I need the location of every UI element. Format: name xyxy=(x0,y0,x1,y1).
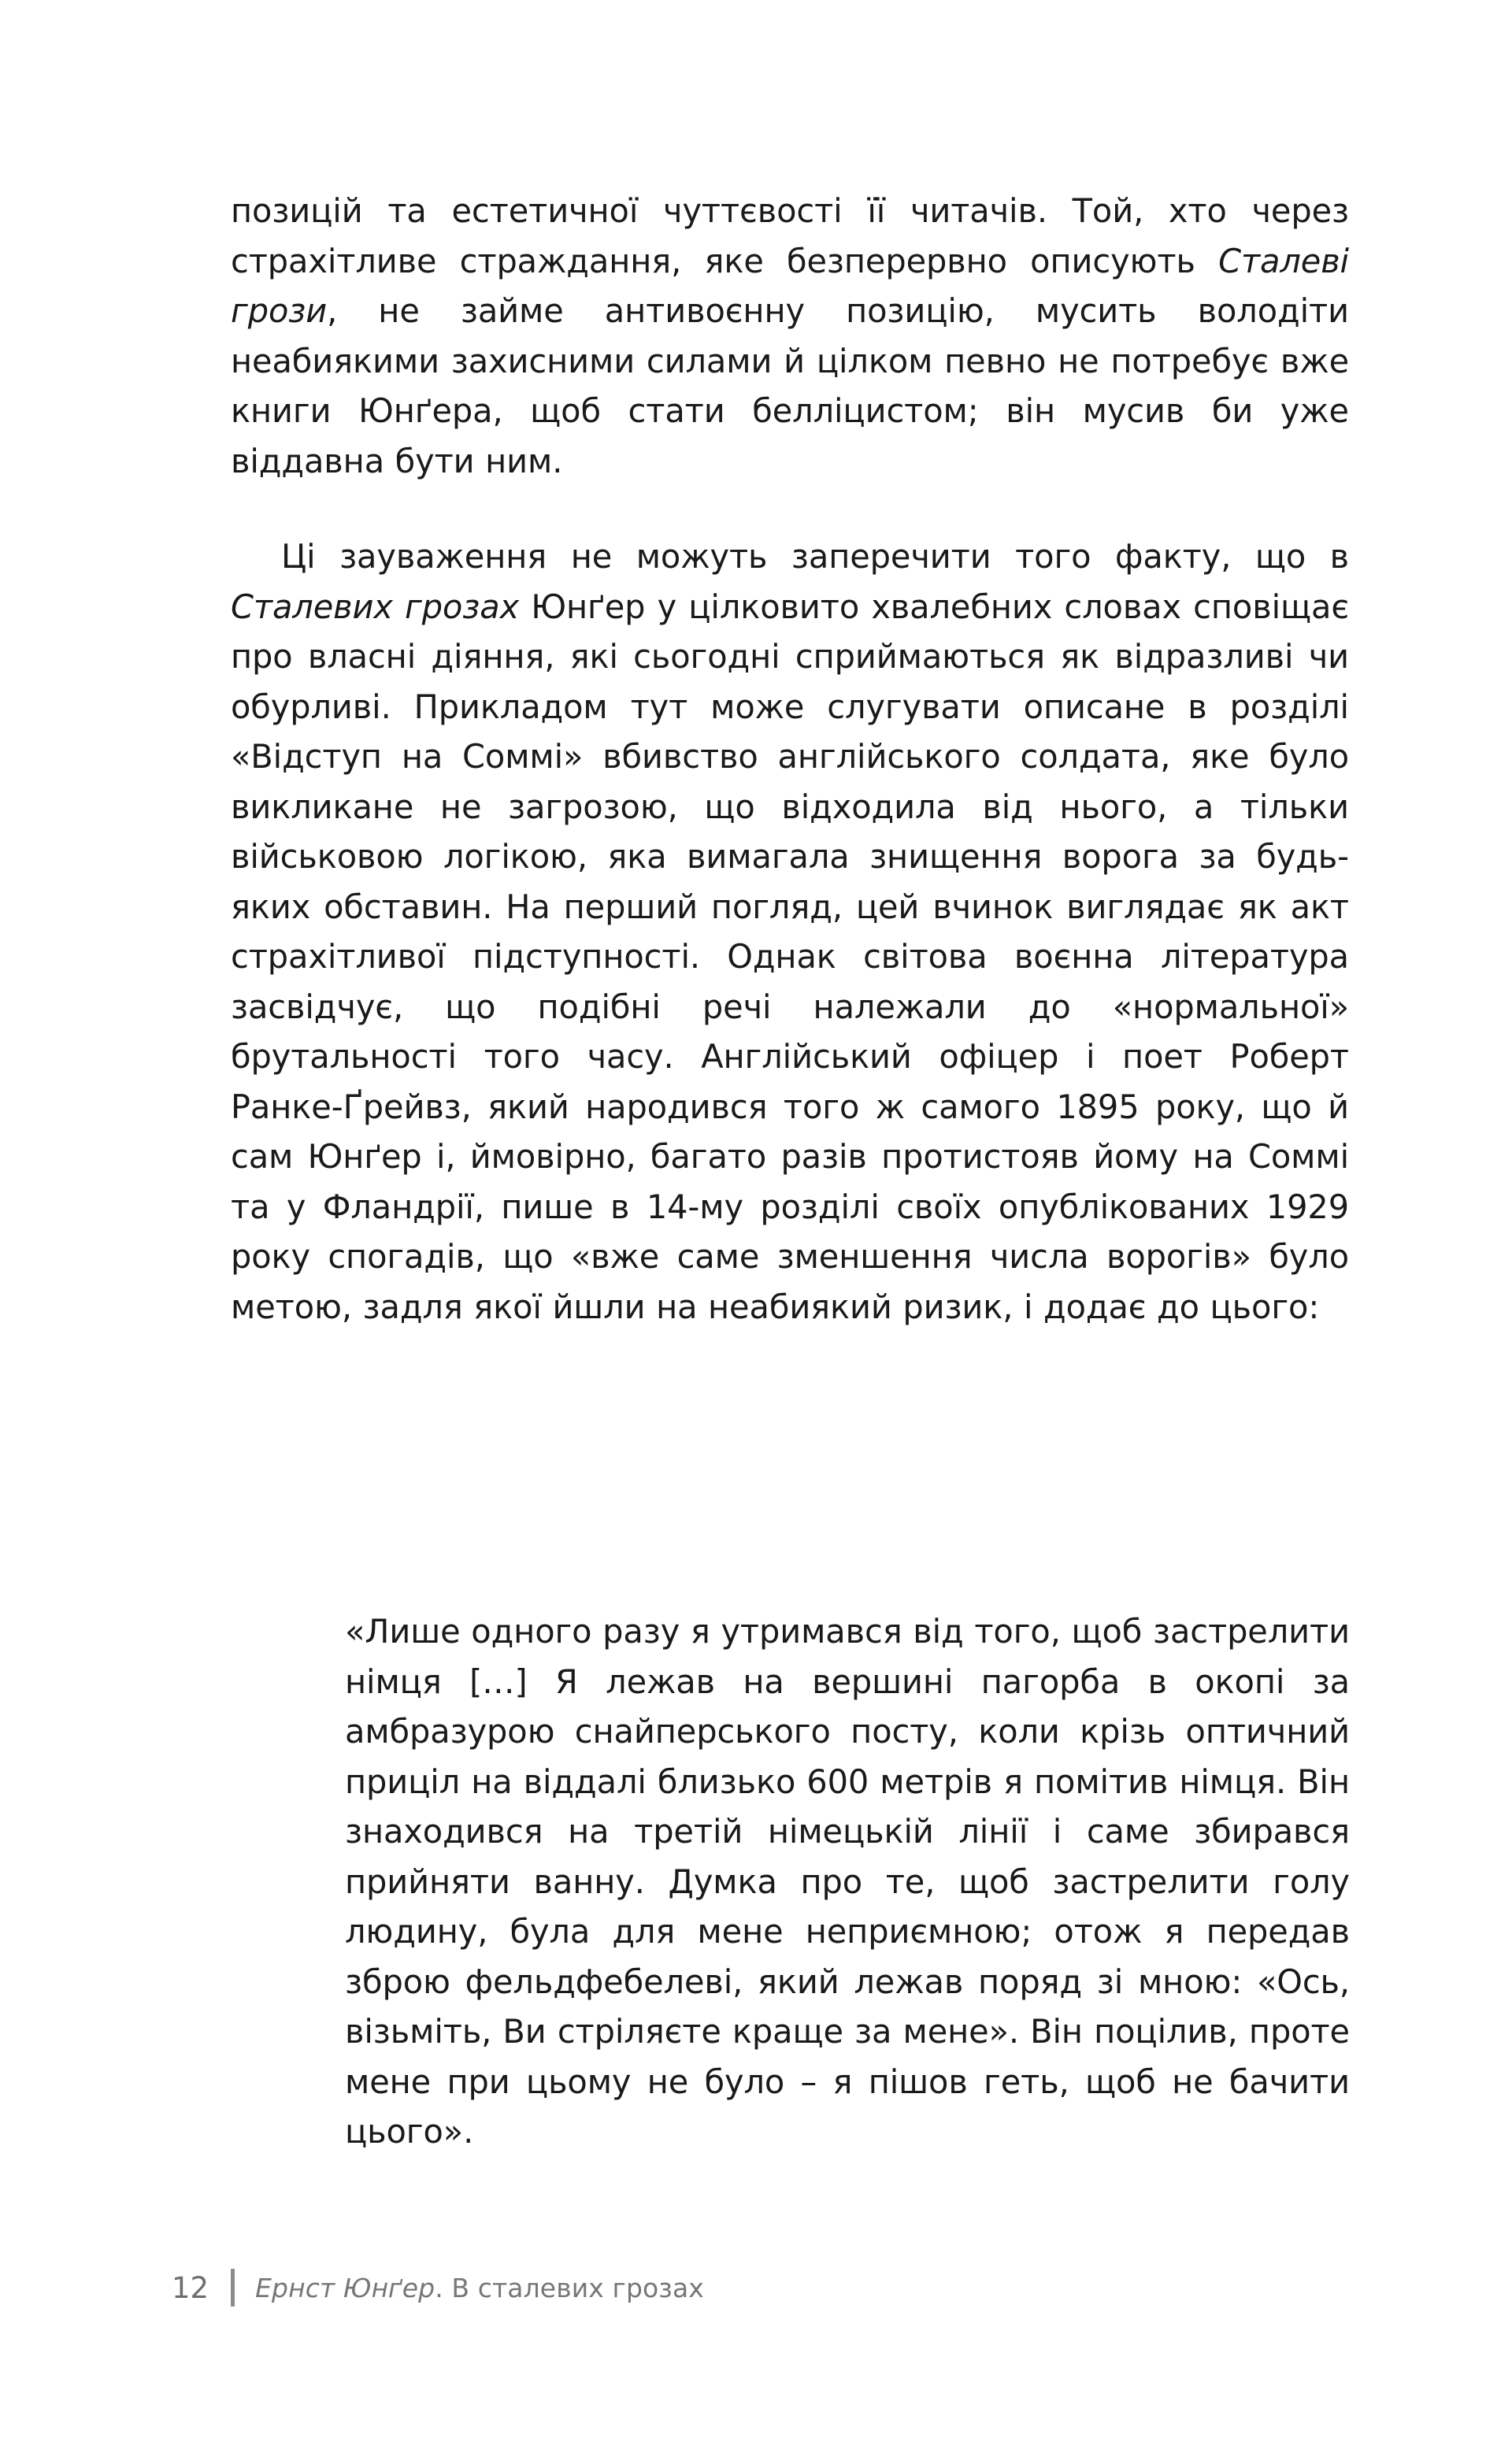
running-footer xyxy=(172,2266,704,2310)
paragraph-run-text: Юнґер у цілковито хвалебних словах сповіщає про власні діяння, які сьогодні сприймаються як відразливі чи обурливі. Прикладом тут може слугувати описане в розділі «Відступ на Соммі» вбивство англійського солдата, яке було викликане не загрозою, що відходила від нього, а тільки військовою логікою, яка вимагала знищення ворога за будь-яких обставин. На перший погляд, цей вчинок виглядає як акт страхітливої підступності. Однак світова воєнна література засвідчує, що подібні речі належали до «нормальної» брутальності того часу. Англійський офіцер і поет Роберт Ранке-Ґрейвз, який народився того ж самого 1895 року, що й сам Юнґер і, ймовірно, багато разів протистояв йому на Соммі та у Фландрії, пише в 14-му розділі своїх опублікованих 1929 року спогадів, що «вже саме зменшення числа ворогів» було метою, задля якої йшли на неабиякий ризик, і додає до цього: xyxy=(231,587,1350,1326)
page-number: 12 xyxy=(172,2270,209,2305)
footer-title: . В сталевих грозах xyxy=(435,2272,704,2303)
paragraph-run-text: позицій та естетичної чуттєвості її читачів. Той, хто через страхітливе страждання, яке безперервно описують xyxy=(231,191,1349,280)
paragraph-second xyxy=(231,532,1349,1332)
footer-author: Ернст Юнґер xyxy=(255,2272,435,2303)
footer-divider xyxy=(231,2269,235,2307)
paragraph-run-text: Ці зауваження не можуть заперечити того факту, що в xyxy=(281,537,1349,576)
paragraph-run-text: , не займе антивоєнну позицію, мусить володіти неабиякими захисними силами й цілком певно не потребує вже книги Юнґера, щоб стати белліцистом; він мусив би уже віддавна бути ним. xyxy=(231,291,1349,480)
quotation-text: «Лише одного разу я утримався від того, щоб застрелити німця […] Я лежав на вершині пагорба в окопі за амбразурою снайперського посту, коли крізь оптичний приціл на віддалі близько 600 метрів я помітив німця. Він знаходився на третій німецькій лінії і саме збирався прийняти ванну. Думка про те, щоб застрелити голу людину, була для мене неприємною; отож я передав зброю фельдфебелеві, який лежав поряд зі мною: «Ось, візьміть, Ви стріляєте краще за мене». Він поцілив, проте мене при цьому не було – я пішов геть, щоб не бачити цього». xyxy=(345,1612,1350,2151)
text-column xyxy=(231,186,1349,1332)
paragraph-continued xyxy=(231,186,1349,486)
footer-book-reference xyxy=(255,2272,704,2303)
book-title-italic: Сталеві грози xyxy=(231,241,1349,330)
graves-quotation xyxy=(345,1606,1350,2157)
book-title-italic: Сталевих грозах xyxy=(231,587,520,626)
